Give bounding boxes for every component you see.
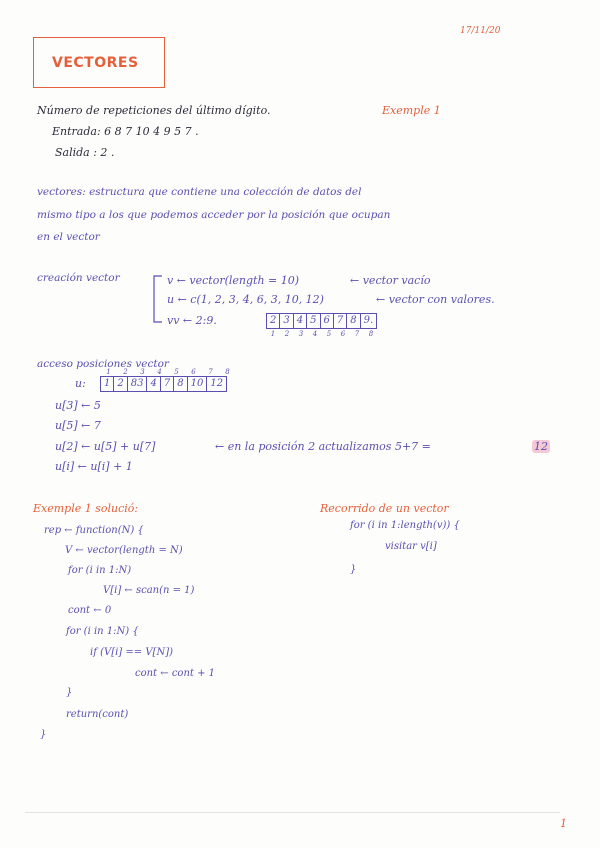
u-indices bbox=[100, 368, 236, 376]
access-line-3: u[2] ← u[5] + u[7] bbox=[55, 440, 156, 453]
index-label: 4 bbox=[157, 368, 162, 376]
index-label: 3 bbox=[140, 368, 145, 376]
vector-cell: 9. bbox=[363, 315, 374, 326]
index-label: 8 bbox=[225, 368, 230, 376]
solution-code-line-4: V[i] ← scan(n = 1) bbox=[103, 585, 195, 596]
access-result bbox=[532, 441, 550, 452]
u-label: u: bbox=[75, 377, 86, 390]
traversal-code-line-2: visitar v[i] bbox=[385, 541, 437, 552]
u-vector bbox=[100, 376, 227, 392]
solution-code-line-5: cont ← 0 bbox=[68, 605, 112, 616]
index-label: 2 bbox=[123, 368, 128, 376]
traversal-code-line-3: } bbox=[350, 564, 357, 575]
intro-tag: Exemple 1 bbox=[382, 104, 441, 117]
sequence-indices bbox=[266, 330, 378, 338]
solution-code-line-1: rep ← function(N) { bbox=[44, 525, 144, 536]
solution-code-line-11: } bbox=[40, 729, 47, 740]
entrada-line: Entrada: 6 8 7 10 4 9 5 7 . bbox=[52, 125, 199, 138]
creation-line-1-note: ← vector vacío bbox=[350, 274, 431, 287]
creation-label: creación vector bbox=[37, 272, 120, 284]
page-title: VECTORES bbox=[52, 55, 139, 71]
creation-line-2-note: ← vector con valores. bbox=[376, 293, 495, 306]
index-label: 8 bbox=[368, 330, 374, 338]
index-label: 7 bbox=[354, 330, 360, 338]
creation-line-2: u ← c(1, 2, 3, 4, 6, 3, 10, 12) bbox=[167, 293, 324, 306]
solution-code-line-3: for (i in 1:N) bbox=[68, 565, 132, 576]
vector-cell: 2 bbox=[267, 314, 280, 328]
traversal-heading: Recorrido de un vector bbox=[320, 502, 449, 515]
index-label: 5 bbox=[326, 330, 332, 338]
vector-cell: 12 bbox=[210, 378, 224, 389]
result-highlight: 12 bbox=[534, 440, 548, 453]
index-label: 5 bbox=[174, 368, 179, 376]
access-line-3-note: ← en la posición 2 actualizamos 5+7 = bbox=[215, 440, 431, 453]
access-line-4: u[i] ← u[i] + 1 bbox=[55, 460, 133, 473]
vector-cell: 4 bbox=[294, 314, 307, 328]
creation-line-1: v ← vector(length = 10) bbox=[167, 274, 300, 287]
definition-line-1: vectores: estructura que contiene una colección de datos del bbox=[37, 186, 362, 198]
index-label: 4 bbox=[312, 330, 318, 338]
index-label: 6 bbox=[340, 330, 346, 338]
access-line-2: u[5] ← 7 bbox=[55, 419, 101, 432]
creation-line-3: vv ← 2:9. bbox=[167, 314, 217, 327]
solution-heading: Exemple 1 solució: bbox=[33, 502, 139, 515]
index-label: 6 bbox=[191, 368, 196, 376]
date-text: 17/11/20 bbox=[460, 26, 501, 36]
vector-cell: 7 bbox=[161, 377, 174, 391]
sequence-vector bbox=[266, 313, 377, 329]
access-line-1: u[3] ← 5 bbox=[55, 399, 101, 412]
intro-text: Número de repeticiones del último dígito. bbox=[37, 104, 271, 117]
vector-cell: 83 bbox=[128, 377, 148, 391]
vector-cell: 8 bbox=[347, 314, 360, 328]
solution-code-line-7: if (V[i] == V[N]) bbox=[90, 647, 173, 658]
definition-line-3: en el vector bbox=[37, 231, 100, 243]
solution-code-line-9: } bbox=[66, 687, 73, 698]
access-label: acceso posiciones vector bbox=[37, 358, 169, 370]
solution-code-line-10: return(cont) bbox=[66, 709, 129, 720]
vector-cell: 8 bbox=[174, 377, 187, 391]
index-label: 1 bbox=[106, 368, 111, 376]
vector-cell: 6 bbox=[321, 314, 334, 328]
solution-code-line-6: for (i in 1:N) { bbox=[66, 626, 139, 637]
vector-cell: 10 bbox=[188, 377, 208, 391]
vector-cell: 7 bbox=[334, 314, 347, 328]
index-label: 1 bbox=[270, 330, 276, 338]
vector-cell: 4 bbox=[147, 377, 160, 391]
vector-cell: 5 bbox=[307, 314, 320, 328]
solution-code-line-2: V ← vector(length = N) bbox=[65, 545, 183, 556]
index-label: 7 bbox=[208, 368, 213, 376]
brace-icon bbox=[150, 272, 164, 326]
salida-line: Salida : 2 . bbox=[55, 146, 115, 159]
page-divider bbox=[25, 812, 560, 813]
vector-cell: 1 bbox=[101, 377, 114, 391]
vector-cell: 3 bbox=[280, 314, 293, 328]
index-label: 2 bbox=[284, 330, 290, 338]
vector-cell: 2 bbox=[114, 377, 127, 391]
index-label: 3 bbox=[298, 330, 304, 338]
traversal-code-line-1: for (i in 1:length(v)) { bbox=[350, 520, 460, 531]
solution-code-line-8: cont ← cont + 1 bbox=[135, 668, 215, 679]
page-number: 1 bbox=[560, 817, 567, 830]
definition-line-2: mismo tipo a los que podemos acceder por la posición que ocupan bbox=[37, 209, 391, 221]
